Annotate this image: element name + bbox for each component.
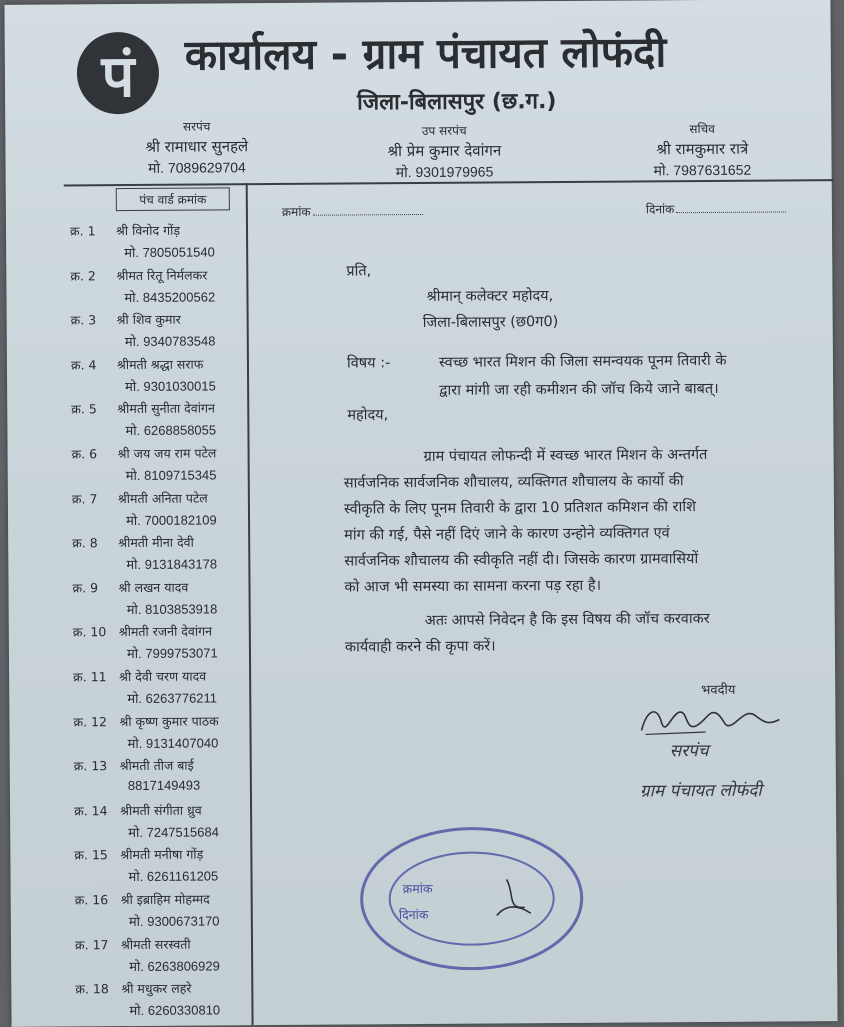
address: जिला-बिलासपुर (छ0ग0) <box>422 314 559 331</box>
ward-entry <box>72 444 252 484</box>
ward-line <box>75 935 255 953</box>
prati: प्रति, <box>346 263 372 280</box>
ward-member-phone: मो. 7000182109 <box>125 512 217 528</box>
ward-entry <box>70 221 250 261</box>
signatory-panchayat: ग्राम पंचायत लोफंदी <box>639 780 762 802</box>
ward-entry <box>73 623 253 663</box>
ward-member-name: श्रीमती श्रद्धा सराफ <box>116 356 204 372</box>
ward-member-name: श्री इब्राहिम मोहम्मद <box>120 891 210 908</box>
signatory-role: सरपंच <box>669 740 709 762</box>
body-line: सार्वजनिक शौचालय की स्वीकृति नहीं दी। जिसके कारण ग्रामवासियों <box>344 551 699 570</box>
ward-member-name: श्रीमती सुनीता देवांगन <box>117 400 215 417</box>
official-role: सरपंच <box>182 119 211 134</box>
ward-member-phone: मो. 6260330810 <box>129 1002 221 1019</box>
ward-number: क्र. 15 <box>74 847 108 863</box>
ward-member-phone: मो. 9301030015 <box>125 378 216 394</box>
ward-entry <box>75 979 255 1019</box>
ward-number: क्र. 7 <box>71 490 98 507</box>
ward-number: क्र. 4 <box>70 357 97 373</box>
ward-line <box>72 489 252 507</box>
letterhead-page <box>4 0 837 1027</box>
ward-member-name: श्रीमती अनिता पटेल <box>117 490 208 506</box>
dinank-field <box>646 199 787 217</box>
panchayat-logo <box>77 32 160 115</box>
ward-line <box>72 533 252 551</box>
dinank-blank <box>676 211 786 213</box>
kramank-label: क्रमांक <box>281 204 311 219</box>
logo-letter: पं <box>101 41 135 110</box>
body-line: मांग की गई, पैसे नहीं दिएं जाने के कारण उन्होने व्यक्तिगत एवं <box>344 525 670 544</box>
official-name: श्री प्रेम कुमार देवांगन <box>387 141 502 161</box>
salutation: महोदय, <box>347 407 389 424</box>
ward-line <box>70 266 250 284</box>
ward-member-name: श्रीमती मनीषा गोंड़ <box>120 846 204 863</box>
district-line: जिला-बिलासपुर (छ.ग.) <box>357 89 557 116</box>
ward-member-phone: मो. 8109715345 <box>125 467 217 484</box>
ward-member-name: श्री जय जय राम पटेल <box>117 445 217 462</box>
subject-line-2: द्वारा मांगी जा रही कमीशन की जॉच किये जाने बाबत्। <box>439 380 719 399</box>
ward-member-phone: मो. 9131843178 <box>126 556 218 573</box>
ward-number: क्र. 12 <box>73 713 107 730</box>
ward-member-phone: 8817149493 <box>127 777 201 794</box>
kramank-field <box>282 202 423 220</box>
ward-entry <box>73 667 253 707</box>
ward-entry <box>75 890 255 930</box>
ward-line <box>74 756 254 774</box>
ward-number: क्र. 3 <box>70 312 97 328</box>
ward-member-name: श्रीमती संगीता ध्रुव <box>120 802 202 818</box>
official-role: उप सरपंच <box>421 123 467 138</box>
ward-member-name: श्रीमती तीज बाई <box>119 757 194 774</box>
ward-entry <box>73 712 253 752</box>
official-sachiv <box>653 120 751 181</box>
ward-entry <box>71 400 251 440</box>
ward-member-name: श्री देवी चरण यादव <box>119 668 207 685</box>
ward-entry <box>72 489 252 529</box>
kramank-blank <box>313 214 423 216</box>
ward-number: क्र. 13 <box>73 758 108 774</box>
ward-number: क्र. 11 <box>73 669 107 685</box>
signature-scribble <box>635 699 785 740</box>
ward-member-phone: मो. 9340783548 <box>124 333 216 350</box>
stamp-dinank: दिनांक <box>398 906 429 923</box>
ward-entry <box>71 355 251 395</box>
addressee: श्रीमान् कलेक्टर महोदय, <box>426 288 554 305</box>
ward-number: क्र. 6 <box>71 446 98 462</box>
official-phone: मो. 9301979965 <box>395 163 494 181</box>
official-phone: मो. 7089629704 <box>148 159 246 176</box>
closing-line: कार्यवाही करने की कृपा करें। <box>344 638 496 656</box>
ward-number: क्र. 9 <box>72 580 99 596</box>
ward-member-name: श्री कृष्ण कुमार पाठक <box>119 713 219 729</box>
official-name: श्री रामाधार सुनहले <box>145 137 249 156</box>
body-line: को आज भी समस्या का सामना करना पड़ रहा है। <box>344 577 602 596</box>
ward-number: क्र. 17 <box>74 936 109 953</box>
ward-list-header: पंच वार्ड क्रमांक <box>116 187 230 211</box>
official-upsarpanch <box>387 121 501 182</box>
official-name: श्री रामकुमार रात्रे <box>656 139 749 159</box>
closing-line: अतः आपसे निवेदन है कि इस विषय की जॉच करवाकर <box>424 610 710 629</box>
ward-line <box>74 801 254 819</box>
ward-member-name: श्रीमत रितू निर्मलकर <box>116 267 208 283</box>
ward-member-phone: मो. 6263776211 <box>127 690 218 707</box>
ward-line <box>75 890 255 908</box>
letter-closing <box>345 605 831 660</box>
ward-member-name: श्री विनोद गोंड़ <box>115 222 181 239</box>
ward-line <box>74 846 254 864</box>
ward-number: क्र. 2 <box>70 267 96 284</box>
ward-member-name: श्रीमती सरस्वती <box>120 936 191 952</box>
ward-entry <box>75 935 255 975</box>
ward-number: क्र. 8 <box>72 535 98 551</box>
ward-number: क्र. 16 <box>74 892 109 908</box>
ward-member-name: श्रीमती मीना देवी <box>118 534 194 551</box>
body-line: ग्राम पंचायत लोफन्दी में स्वच्छ भारत मिशन के अन्तर्गत <box>423 446 708 465</box>
letter-body <box>344 441 831 600</box>
official-role: सचिव <box>689 121 715 137</box>
ward-line <box>71 310 251 328</box>
subject-label: विषय :- <box>346 355 391 372</box>
ward-line <box>73 623 253 641</box>
ward-member-phone: मो. 9131407040 <box>127 735 219 751</box>
ward-member-name: श्री शिव कुमार <box>116 311 181 328</box>
collector-office-stamp <box>356 823 587 975</box>
ward-line <box>72 578 252 596</box>
stamp-kramank: क्रमांक <box>402 880 433 897</box>
ward-number: क्र. 14 <box>74 802 108 819</box>
ward-member-phone: मो. 8435200562 <box>124 289 216 305</box>
ward-entry <box>71 310 251 350</box>
ward-entry <box>72 578 252 618</box>
ward-number: क्र. 10 <box>72 624 107 640</box>
ward-member-name: श्री मधुकर लहरे <box>121 980 192 997</box>
official-sarpanch <box>145 117 248 178</box>
bhavdiya: भवदीय <box>701 682 736 699</box>
ward-member-phone: मो. 6263806929 <box>129 958 220 974</box>
ward-line <box>71 355 251 373</box>
ward-entry <box>70 266 250 306</box>
body-line: सार्वजनिक सार्वजनिक शौचालय, व्यक्तिगत शौचालय के कार्यो की <box>343 473 684 492</box>
ward-line <box>73 667 253 685</box>
ward-member-phone: मो. 8103853918 <box>126 601 218 617</box>
ward-member-phone: मो. 7805051540 <box>124 244 215 261</box>
ward-line <box>71 400 251 418</box>
ward-member-phone: मो. 9300673170 <box>128 913 220 930</box>
ward-number: क्र. 18 <box>75 981 109 997</box>
subject-line-1: स्वच्छ भारत मिशन की जिला समन्वयक पूनम तिवारी के <box>438 352 727 371</box>
ward-number: क्र. 1 <box>69 223 96 239</box>
ward-line <box>72 444 252 462</box>
ward-member-phone: मो. 7999753071 <box>126 645 218 662</box>
ward-entry <box>74 846 254 886</box>
ward-member-name: श्रीमती रजनी देवांगन <box>118 623 213 640</box>
ward-member-phone: मो. 7247515684 <box>128 824 219 840</box>
ward-member-name: श्री लखन यादव <box>118 579 189 595</box>
office-title: कार्यालय - ग्राम पंचायत लोफंदी <box>184 27 667 80</box>
ward-entry <box>74 756 254 793</box>
ward-number: क्र. 5 <box>71 401 97 417</box>
body-line: स्वीकृति के लिए पूनम तिवारी के द्वारा 10 प्रतिशत कमिशन की राशि <box>343 499 696 518</box>
ward-entry <box>74 801 254 841</box>
ward-member-phone: मो. 6268858055 <box>125 422 217 439</box>
dinank-label: दिनांक <box>645 202 675 217</box>
ward-line <box>75 979 255 997</box>
ward-line <box>70 221 250 239</box>
ward-entry <box>72 533 252 573</box>
ward-member-phone: मो. 6261161205 <box>128 868 219 885</box>
ward-line <box>73 712 253 730</box>
official-phone: मो. 7987631652 <box>653 161 752 179</box>
